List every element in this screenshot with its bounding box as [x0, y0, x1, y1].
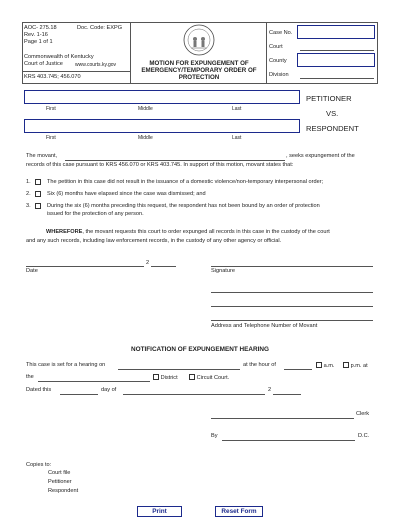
date-line[interactable] [26, 266, 144, 267]
court-url: www.courts.ky.gov [75, 62, 117, 68]
wherefore-line2: and any such records, including law enforcement records, in the custody of any other agency or official. [26, 238, 282, 244]
by-line[interactable] [222, 440, 355, 441]
header-divider-left [130, 22, 131, 84]
dc-label: D.C. [358, 433, 370, 439]
movant-intro: The movant, [26, 153, 58, 159]
district-label: District [160, 375, 178, 381]
pm-option[interactable] [343, 362, 368, 370]
date-year-line[interactable] [151, 266, 176, 267]
address-line-1[interactable] [211, 292, 373, 293]
district-checkbox[interactable] [153, 374, 159, 380]
wherefore-rest: , the movant requests this court to order expunged all records in this case in the custody of the court [82, 229, 330, 235]
wherefore-bold: WHEREFORE [46, 229, 83, 235]
hearing-date-line[interactable] [118, 369, 240, 370]
dated-this-text: Dated this [26, 387, 52, 393]
location-line[interactable] [38, 381, 150, 382]
address-line-2[interactable] [211, 306, 373, 307]
item3-text-line2: issued for the protection of any person. [47, 211, 144, 217]
form-title: MOTION FOR EXPUNGEMENT OF EMERGENCY/TEMPORARY ORDER OF PROTECTION [141, 60, 257, 81]
respondent-middle-label: Middle [138, 135, 153, 141]
revision: Rev. 1-16 [24, 32, 48, 38]
respondent-last-label: Last [232, 135, 242, 141]
division-line[interactable] [300, 78, 374, 79]
item1-checkbox[interactable] [35, 179, 41, 186]
krs-reference: KRS 403.745; 456.070 [24, 74, 81, 80]
respondent-name-input[interactable] [24, 119, 300, 133]
doc-code: Doc. Code: EXPG [77, 25, 123, 31]
respondent-first-label: First [46, 135, 56, 141]
kentucky-seal-icon [183, 24, 215, 56]
case-no-input[interactable] [297, 25, 375, 39]
division-label: Division [269, 72, 289, 78]
item1-number: 1. [26, 179, 31, 185]
date-year-prefix: 2 [146, 260, 150, 266]
item3-text-line1: During the six (6) months preceding this request, the respondent has not been bound by an order of protection [47, 203, 320, 209]
location-the: the [26, 374, 34, 380]
day-of-text: day of [101, 387, 117, 393]
signature-label: Signature [211, 268, 235, 274]
hearing-hour-line[interactable] [284, 369, 312, 370]
print-button[interactable]: Print [137, 506, 182, 517]
petitioner-first-label: First [46, 106, 56, 112]
item2-checkbox[interactable] [35, 191, 41, 198]
reset-form-button[interactable]: Reset Form [215, 506, 263, 517]
agency-name: Commonwealth of Kentucky [24, 54, 94, 60]
notification-heading: NOTIFICATION OF EXPUNGEMENT HEARING [131, 346, 269, 353]
item2-text: Six (6) months have elapsed since the case was dismissed; and [47, 191, 206, 197]
county-label: County [269, 58, 287, 64]
petitioner-last-label: Last [232, 106, 242, 112]
dated-day-line[interactable] [60, 394, 98, 395]
wherefore-line1 [46, 229, 376, 236]
page-count: Page 1 of 1 [24, 39, 53, 45]
signature-line[interactable] [211, 266, 373, 267]
header-divider-krs [22, 71, 130, 72]
circuit-option[interactable] [189, 374, 229, 382]
item3-checkbox[interactable] [35, 203, 41, 210]
district-option[interactable] [153, 374, 178, 382]
pm-checkbox[interactable] [343, 362, 349, 368]
dated-month-line[interactable] [123, 394, 265, 395]
petitioner-name-input[interactable] [24, 90, 300, 104]
case-no-label: Case No. [269, 30, 293, 36]
copy-petitioner: Petitioner [48, 479, 72, 485]
item1-text: The petition in this case did not result in the issuance of a domestic violence/non-temporary interpersonal order; [47, 179, 324, 185]
by-label: By [211, 433, 218, 439]
pm-label: p.m. at [350, 363, 368, 369]
form-number: AOC- 275.18 [24, 25, 57, 31]
date-label: Date [26, 268, 38, 274]
court-line[interactable] [300, 50, 374, 51]
versus-label: VS. [326, 109, 339, 118]
am-label: a.m. [323, 363, 335, 369]
hearing-hour-text: at the hour of [243, 362, 276, 368]
copies-label: Copies to: [26, 462, 52, 468]
respondent-label: RESPONDENT [306, 124, 359, 133]
item3-number: 3. [26, 203, 31, 209]
clerk-label: Clerk [356, 411, 370, 417]
clerk-line[interactable] [211, 418, 354, 419]
movant-tail: , seeks expungement of the [286, 153, 355, 159]
am-checkbox[interactable] [316, 362, 322, 368]
movant-line2: records of this case pursuant to KRS 456.070 or KRS 403.745. In support of this motion, movant states that: [26, 162, 294, 168]
copy-respondent: Respondent [48, 488, 79, 494]
dated-year-line[interactable] [273, 394, 301, 395]
copy-court-file: Court file [48, 470, 71, 476]
circuit-checkbox[interactable] [189, 374, 195, 380]
hearing-set-text: This case is set for a hearing on [26, 362, 106, 368]
petitioner-label: PETITIONER [306, 94, 352, 103]
dated-year-prefix: 2 [268, 387, 272, 393]
am-option[interactable] [316, 362, 334, 370]
petitioner-middle-label: Middle [138, 106, 153, 112]
court-label: Court [269, 44, 283, 50]
address-label: Address and Telephone Number of Movant [211, 323, 318, 329]
item2-number: 2. [26, 191, 31, 197]
address-line-3[interactable] [211, 320, 373, 321]
circuit-label: Circuit Court. [196, 375, 230, 381]
movant-name-line[interactable] [65, 160, 285, 161]
header-divider-right [266, 22, 267, 84]
court-of-justice: Court of Justice [24, 61, 63, 67]
county-input[interactable] [297, 53, 375, 67]
